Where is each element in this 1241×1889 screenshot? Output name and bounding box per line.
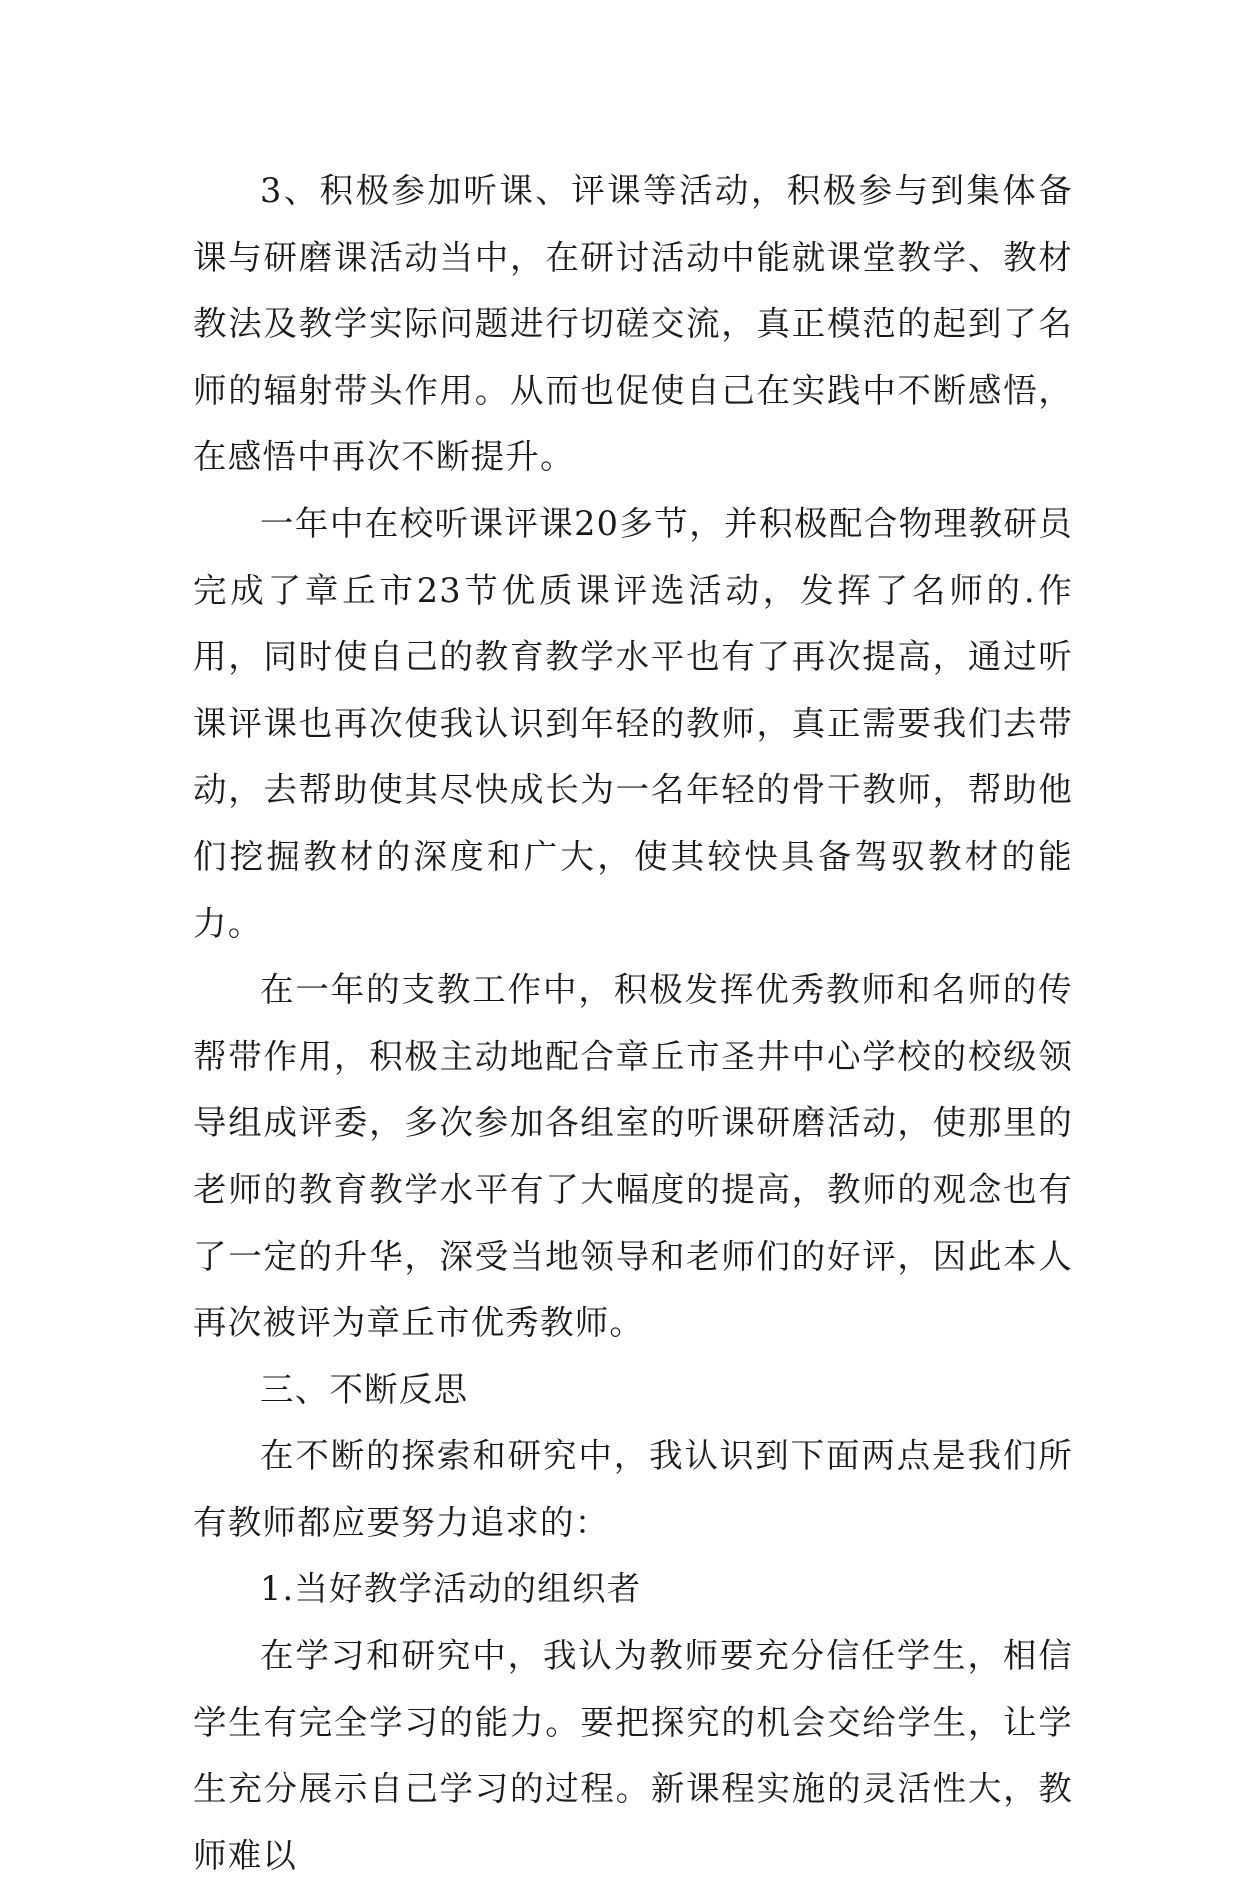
document-body <box>193 158 1073 1889</box>
paragraph-trust-students: 在学习和研究中，我认为教师要充分信任学生，相信学生有完全学习的能力。要把探究的机会交给学生，让学生充分展示自己学习的过程。新课程实施的灵活性大，教师难以 <box>193 1636 1073 1875</box>
paragraph-school-lessons: 一年中在校听课评课20多节，并积极配合物理教研员完成了章丘市23节优质课评选活动，发挥了名师的.作用，同时使自己的教育教学水平也有了再次提高，通过听课评课也再次使我认识到年轻的教师，真正需要我们去带动，去帮助使其尽快成长为一名年轻的骨干教师，帮助他们挖掘教材的深度和广大，使其较快具备驾驭教材的能力。 <box>193 503 1073 943</box>
paragraph-exploration: 在不断的探索和研究中，我认识到下面两点是我们所有教师都应要努力追求的： <box>193 1436 1073 1542</box>
paragraph-listening-evaluation: 3、积极参加听课、评课等活动，积极参与到集体备课与研磨课活动当中，在研讨活动中能就课堂教学、教材教法及教学实际问题进行切磋交流，真正模范的起到了名师的辐射带头作用。从而也促使自己在实践中不断感悟，在感悟中再次不断提升。 <box>193 171 1073 477</box>
paragraph-support-teaching: 在一年的支教工作中，积极发挥优秀教师和名师的传帮带作用，积极主动地配合章丘市圣井中心学校的校级领导组成评委，多次参加各组室的听课研磨活动，使那里的老师的教育教学水平有了大幅度的提高，教师的观念也有了一定的升华，深受当地领导和老师们的好评，因此本人再次被评为章丘市优秀教师。 <box>193 970 1073 1343</box>
subheading-organizer: 1.当好教学活动的组织者 <box>260 1569 642 1609</box>
section-heading-reflection: 三、不断反思 <box>260 1369 469 1409</box>
